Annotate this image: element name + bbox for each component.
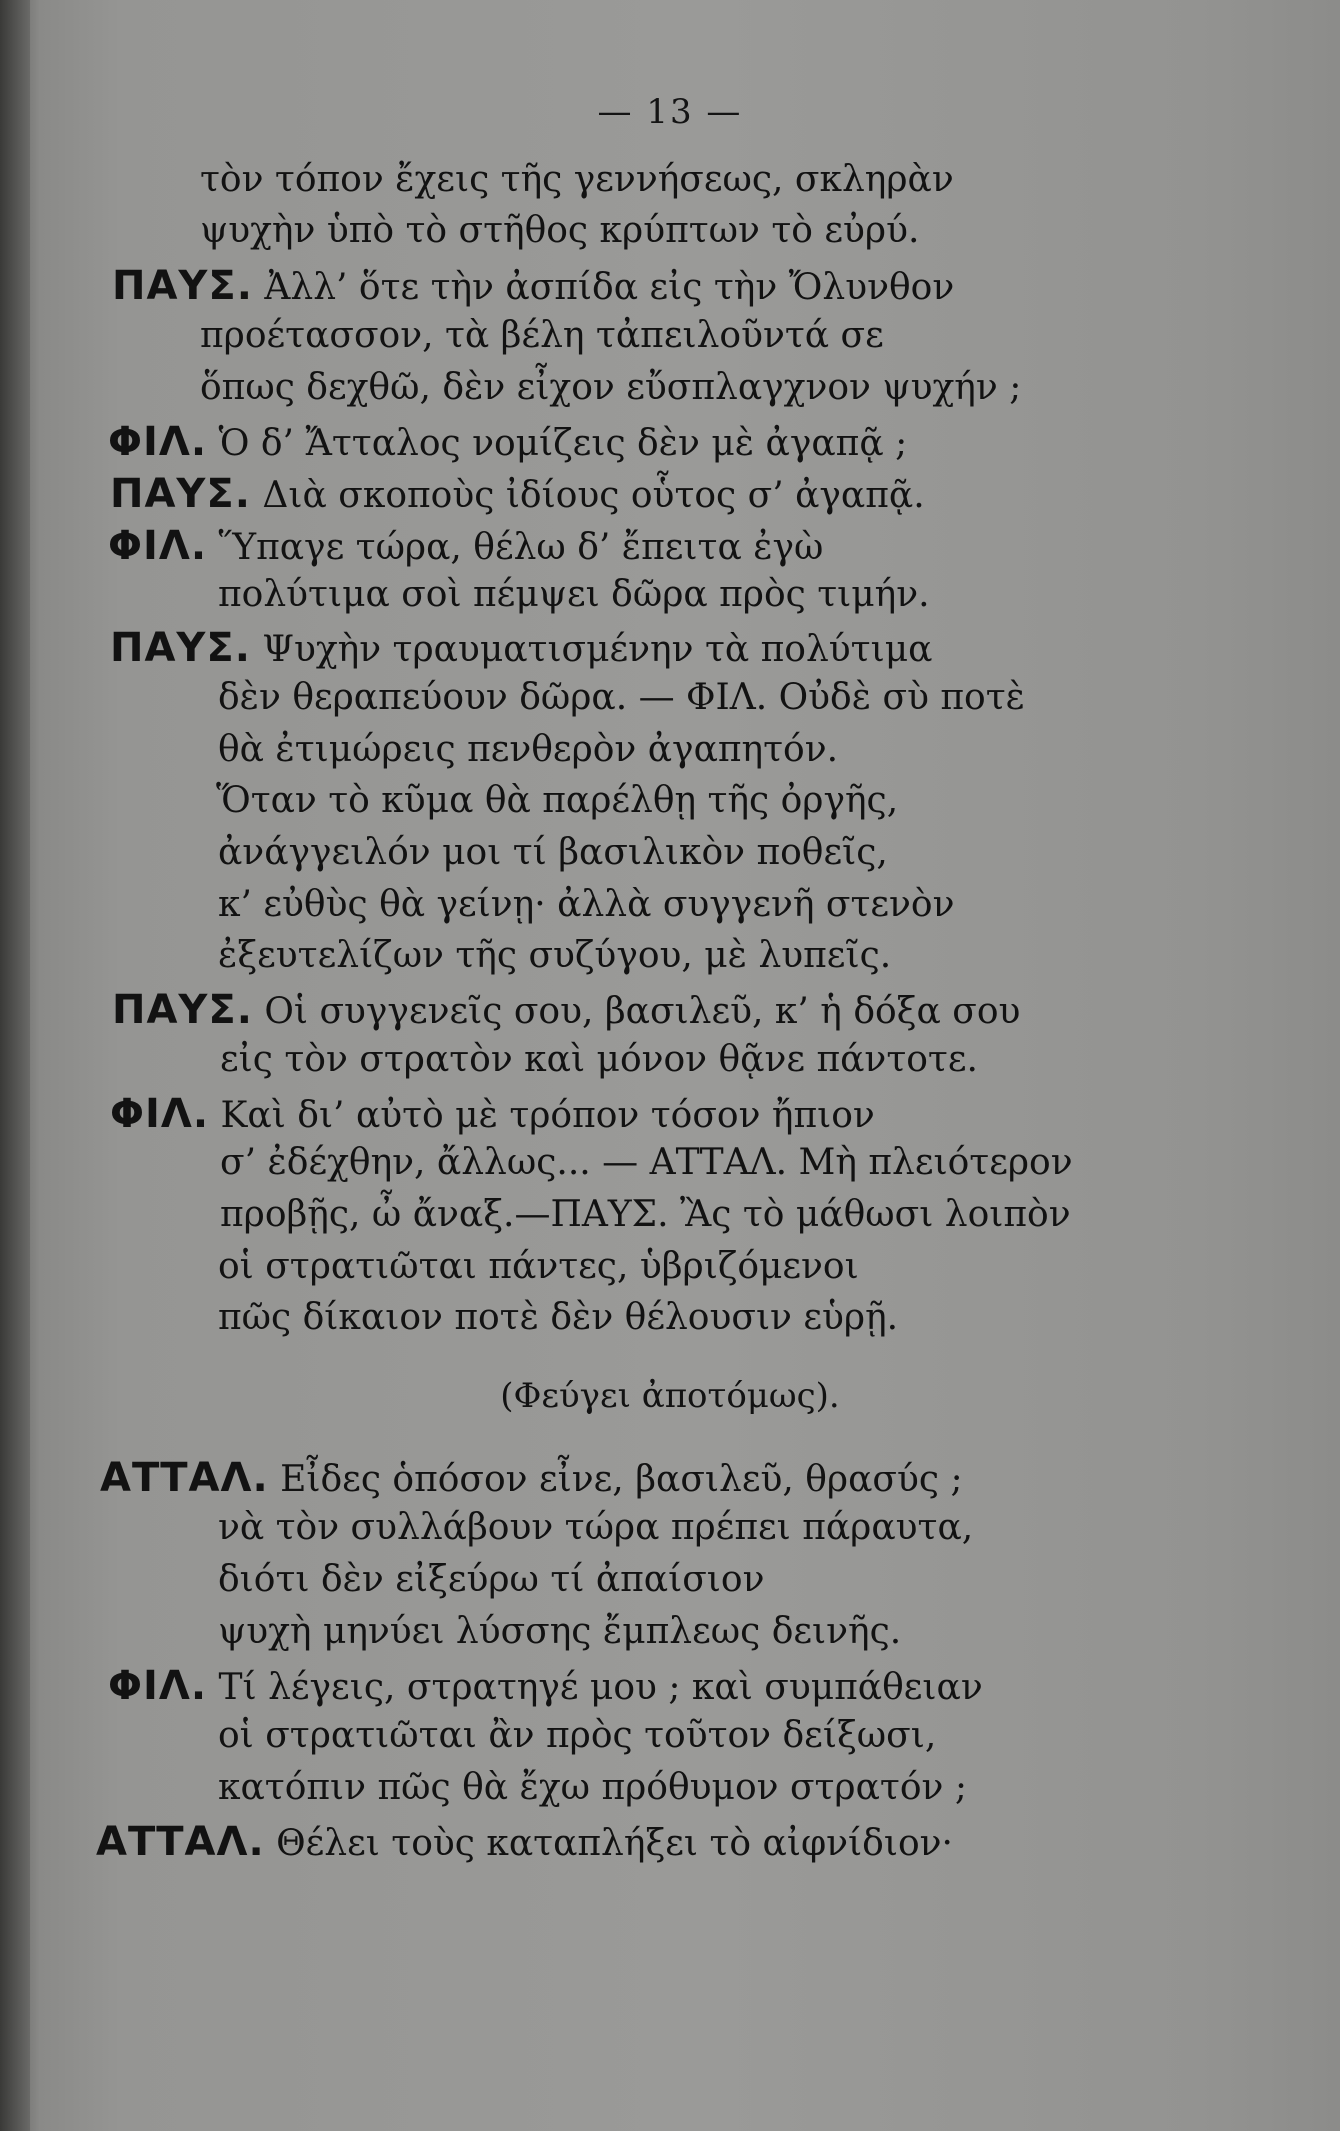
- text-line: ὅπως δεχθῶ, δὲν εἶχον εὔσπλαγχνον ψυχήν ;: [200, 367, 1022, 408]
- text-line: ΠΑΥΣ. Οἱ συγγενεῖς σου, βασιλεῦ, κ’ ἡ δόξα σου: [112, 987, 1021, 1033]
- text-line: ΦΙΛ. Ὕπαγε τώρα, θέλω δ’ ἔπειτα ἐγὼ: [108, 523, 824, 569]
- text-line: ΠΑΥΣ. Διὰ σκοποὺς ἰδίους οὗτος σ’ ἀγαπᾷ.: [110, 471, 925, 517]
- text-line: κατόπιν πῶς θὰ ἔχω πρόθυμον στρατόν ;: [218, 1767, 967, 1808]
- text-line: ἐξευτελίζων τῆς συζύγου, μὲ λυπεῖς.: [218, 935, 892, 976]
- text-line: κ’ εὐθὺς θὰ γείνῃ· ἀλλὰ συγγενῆ στενὸν: [218, 884, 955, 925]
- speaker-label: ΦΙΛ.: [110, 1091, 210, 1137]
- text-line: ΠΑΥΣ. Ψυχὴν τραυματισμένην τὰ πολύτιμα: [110, 625, 933, 671]
- speaker-label: ΑΤΤΑΛ.: [96, 1819, 265, 1865]
- text-line: ΦΙΛ. Ὁ δ’ Ἄτταλος νομίζεις δὲν μὲ ἀγαπᾷ ;: [108, 419, 908, 465]
- speaker-label: ΠΑΥΣ.: [112, 263, 253, 309]
- text-line: οἱ στρατιῶται ἂν πρὸς τοῦτον δείξωσι,: [218, 1715, 937, 1756]
- text-line: δὲν θεραπεύουν δῶρα. — ΦΙΛ. Οὐδὲ σὺ ποτὲ: [218, 677, 1025, 718]
- page-number: — 13 —: [597, 92, 743, 132]
- text-line: ΦΙΛ. Τί λέγεις, στρατηγέ μου ; καὶ συμπάθειαν: [108, 1663, 983, 1709]
- text-line: ἀνάγγειλόν μοι τί βασιλικὸν ποθεῖς,: [218, 832, 888, 873]
- speaker-label: ΦΙΛ.: [108, 523, 208, 569]
- speaker-label: ΠΑΥΣ.: [110, 471, 251, 517]
- text-line: σ’ ἐδέχθην, ἄλλως... — ΑΤΤΑΛ. Μὴ πλειότερον: [220, 1142, 1073, 1183]
- text-line: πῶς δίκαιον ποτὲ δὲν θέλουσιν εὑρῇ.: [218, 1297, 899, 1338]
- text-line: τὸν τόπον ἔχεις τῆς γεννήσεως, σκληρὰν: [200, 159, 954, 200]
- stage-direction: (Φεύγει ἀποτόμως).: [500, 1376, 840, 1416]
- text-line: πολύτιμα σοὶ πέμψει δῶρα πρὸς τιμήν.: [218, 574, 930, 615]
- text-line: ΦΙΛ. Καὶ δι’ αὐτὸ μὲ τρόπον τόσον ἤπιον: [110, 1091, 875, 1137]
- speaker-label: ΦΙΛ.: [108, 419, 208, 465]
- text-line: ψυχὴ μηνύει λύσσης ἔμπλεως δεινῆς.: [218, 1611, 902, 1652]
- text-line: προβῇς, ὦ ἄναξ.—ΠΑΥΣ. Ἂς τὸ μάθωσι λοιπὸν: [220, 1194, 1071, 1235]
- text-line: νὰ τὸν συλλάβουν τώρα πρέπει πάραυτα,: [218, 1507, 974, 1548]
- text-line: ΠΑΥΣ. Ἀλλ’ ὅτε τὴν ἀσπίδα εἰς τὴν Ὄλυνθον: [112, 263, 955, 309]
- text-line: Ὅταν τὸ κῦμα θὰ παρέλθῃ τῆς ὀργῆς,: [216, 780, 899, 821]
- text-line: οἱ στρατιῶται πάντες, ὑβριζόμενοι: [218, 1246, 859, 1287]
- text-line: ΑΤΤΑΛ. Εἶδες ὁπόσον εἶνε, βασιλεῦ, θρασύς ;: [100, 1455, 963, 1501]
- text-line: ΑΤΤΑΛ. Θέλει τοὺς καταπλήξει τὸ αἰφνίδιον·: [96, 1819, 953, 1865]
- text-line: θὰ ἐτιμώρεις πενθερὸν ἀγαπητόν.: [218, 729, 839, 770]
- speaker-label: ΠΑΥΣ.: [110, 625, 251, 671]
- text-line: εἰς τὸν στρατὸν καὶ μόνον θᾷνε πάντοτε.: [220, 1039, 978, 1080]
- speaker-label: ΦΙΛ.: [108, 1663, 208, 1709]
- speaker-label: ΠΑΥΣ.: [112, 987, 253, 1033]
- text-line: ψυχὴν ὑπὸ τὸ στῆθος κρύπτων τὸ εὐρύ.: [200, 210, 920, 251]
- text-line: προέτασσον, τὰ βέλη τἀπειλοῦντά σε: [200, 315, 884, 356]
- speaker-label: ΑΤΤΑΛ.: [100, 1455, 269, 1501]
- text-line: διότι δὲν εἰξεύρω τί ἀπαίσιον: [218, 1559, 765, 1600]
